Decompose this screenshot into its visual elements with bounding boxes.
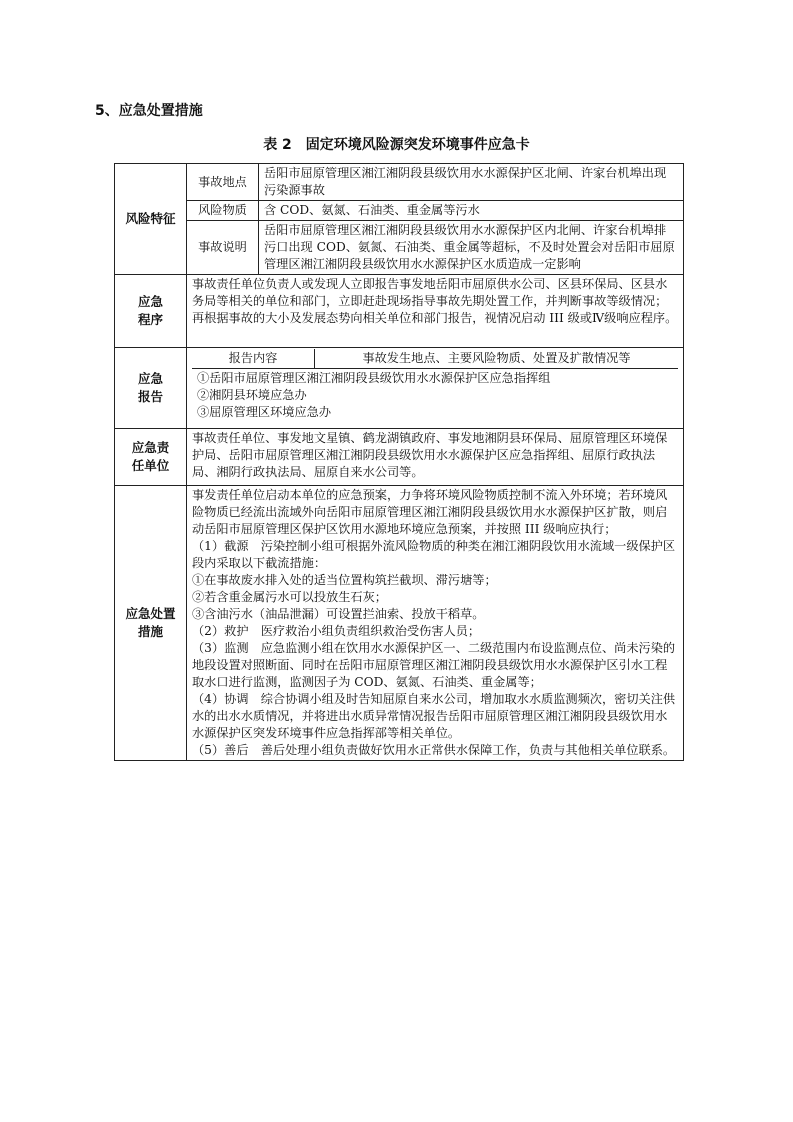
procedure-text: 事故责任单位负责人或发现人立即报告事发地岳阳市屈原供水公司、区县环保局、区县水务局等相关的单位和部门，立即赶赴现场指导事故先期处置工作，并判断事故等级情况；再根据事故的大小及发展态势向相关单位和部门报告，视情况启动 III 级或Ⅳ级响应程序。 — [187, 275, 684, 348]
measures-paragraph: ①在事故废水排入处的适当位置构筑拦截坝、滞污塘等； — [192, 573, 497, 587]
report-recipient-item: ②湘阴县环境应急办 — [197, 388, 307, 402]
risk-row-location — [115, 164, 684, 201]
risk-row-substance — [115, 201, 684, 221]
procedure-category-cell — [115, 275, 187, 348]
procedure-category-line2: 程序 — [137, 312, 163, 327]
report-row — [115, 348, 684, 429]
measures-paragraph: （2）救护 医疗救治小组负责组织救治受伤害人员； — [192, 624, 481, 638]
measures-paragraph: （3）监测 应急监测小组在饮用水水源保护区一、二级范围内布设监测点位、尚未污染的地段设置对照断面、同时在岳阳市屈原管理区湘江湘阴段县级饮用水水源保护区引水工程取水口进行监测，监测因子为 COD、氨氮、石油类、重金属等； — [192, 641, 676, 689]
report-content-table — [192, 349, 678, 422]
responsible-text: 事故责任单位、事发地文星镇、鹤龙湖镇政府、事发地湘阴县环保局、屈原管理区环境保护局、岳阳市屈原管理区湘江湘阴段县级饮用水水源保护区应急指挥组、屈原行政执法局、湘阴行政执法局、屈原自来水公司等。 — [187, 429, 684, 486]
responsible-category-cell — [115, 429, 187, 486]
report-content-cell — [187, 348, 684, 429]
emergency-card-table — [114, 163, 684, 761]
measures-category-cell — [115, 486, 187, 761]
risk-label-description: 事故说明 — [187, 221, 259, 275]
responsible-row — [115, 429, 684, 486]
measures-category-line1: 应急处置 — [125, 606, 176, 621]
measures-row — [115, 486, 684, 761]
risk-value-location: 岳阳市屈原管理区湘江湘阴段县级饮用水水源保护区北闸、许家台机埠出现污染源事故 — [259, 164, 684, 201]
report-recipients-row — [192, 369, 678, 423]
measures-paragraph: 事发责任单位启动本单位的应急预案，力争将环境风险物质控制不流入外环境；若环境风险物质已经流出流域外向岳阳市屈原管理区湘江湘阴段县级饮用水水源保护区扩散，则启动岳阳市屈原管理区保护区饮用水源地环境应急预案，并按照 III 级响应执行； — [192, 488, 668, 536]
report-content-header-row — [192, 349, 678, 369]
risk-label-substance: 风险物质 — [187, 201, 259, 221]
report-recipients — [192, 369, 678, 423]
table-caption: 表 2 固定环境风险源突发环境事件应急卡 — [263, 137, 530, 153]
risk-value-description: 岳阳市屈原管理区湘江湘阴段县级饮用水水源保护区内北闸、许家台机埠排污口出现 COD、氨氮、石油类、重金属等超标，不及时处置会对岳阳市屈原管理区湘江湘阴段县级饮用水水源保护区水质造成一定影响 — [259, 221, 684, 275]
risk-value-substance: 含 COD、氨氮、石油类、重金属等污水 — [259, 201, 684, 221]
measures-paragraph: （4）协调 综合协调小组及时告知屈原自来水公司，增加取水水质监测频次，密切关注供水的出水水质情况，并将进出水质异常情况报告岳阳市屈原管理区湘江湘阴段县级饮用水水源保护区突发环境事件应急指挥部等相关单位。 — [192, 692, 676, 740]
report-content-value: 事故发生地点、主要风险物质、处置及扩散情况等 — [362, 351, 631, 365]
measures-paragraph: ③含油污水（油品泄漏）可设置拦油索、投放干稻草。 — [192, 607, 485, 621]
report-category-line2: 报告 — [137, 389, 163, 404]
measures-text-cell — [187, 486, 684, 761]
procedure-row — [115, 275, 684, 348]
section-heading: 5、应急处置措施 — [95, 103, 203, 119]
procedure-category-line1: 应急 — [137, 294, 163, 309]
risk-label-location: 事故地点 — [187, 164, 259, 201]
responsible-category-line1: 应急责 — [131, 440, 170, 455]
risk-category-cell — [115, 164, 187, 275]
risk-row-description — [115, 221, 684, 275]
measures-paragraph: （5）善后 善后处理小组负责做好饮用水正常供水保障工作，负责与其他相关单位联系。 — [192, 743, 676, 757]
report-content-label: 报告内容 — [192, 349, 315, 369]
responsible-category-line2: 任单位 — [131, 458, 170, 473]
measures-category-line2: 措施 — [137, 624, 163, 639]
report-recipient-item: ①岳阳市屈原管理区湘江湘阴段县级饮用水水源保护区应急指挥组 — [197, 371, 551, 385]
report-category-cell — [115, 348, 187, 429]
measures-paragraph: ②若含重金属污水可以投放生石灰； — [192, 590, 387, 604]
risk-category-label: 风险特征 — [125, 211, 176, 226]
report-recipient-item: ③屈原管理区环境应急办 — [197, 405, 332, 419]
measures-paragraph: （1）截源 污染控制小组可根据外流风险物质的种类在湘江湘阴段饮用水流域一级保护区段内采取以下截流措施： — [192, 539, 676, 570]
report-category-line1: 应急 — [137, 371, 163, 386]
